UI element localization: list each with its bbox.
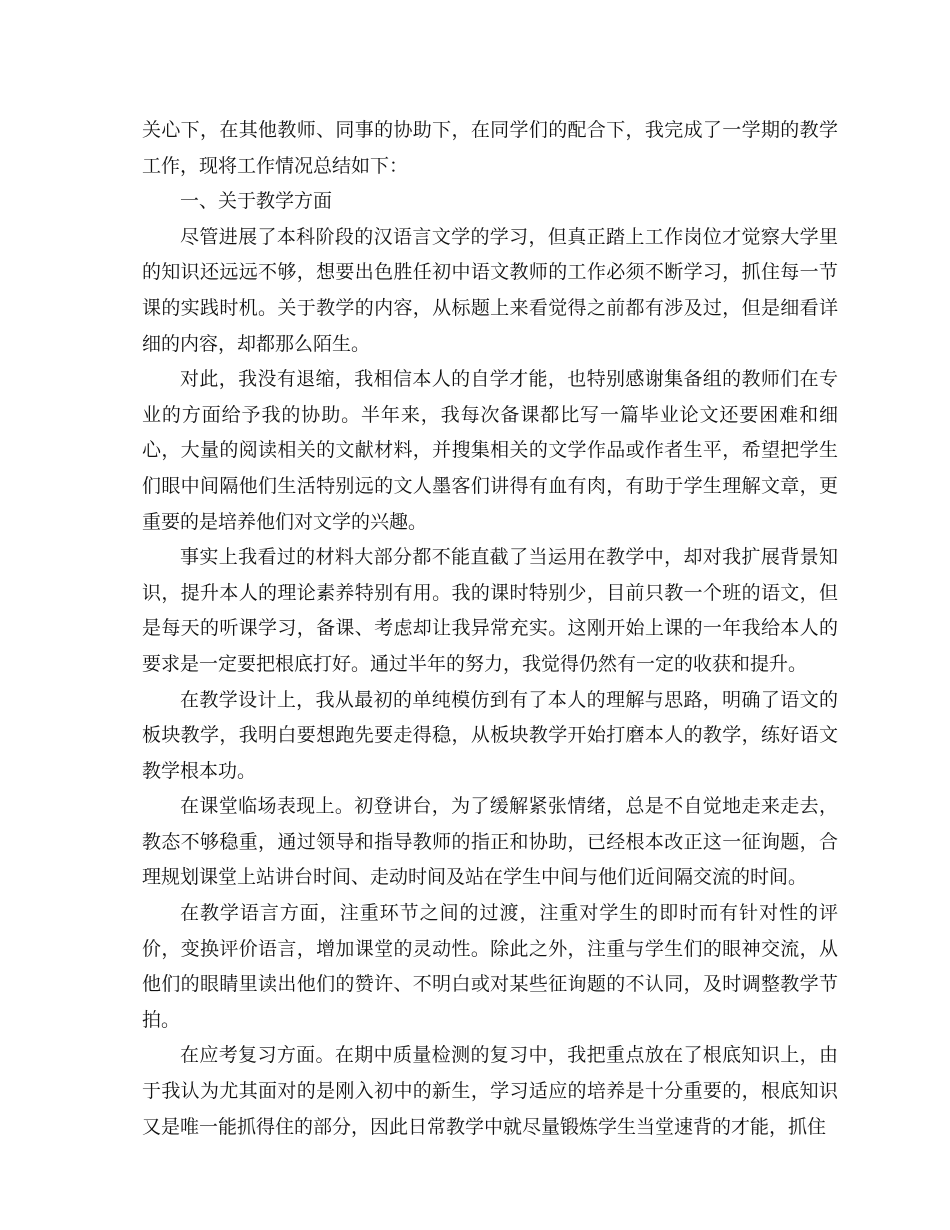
paragraph-exam-review: 在应考复习方面。在期中质量检测的复习中，我把重点放在了根底知识上，由于我认为尤其面对的是刚入初中的新生，学习适应的培养是十分重要的，根底知识又是唯一能抓得住的部分，因此日常教学中就尽量锻炼学生当堂速背的才能，抓住 <box>142 1044 838 1138</box>
paragraph-language: 在教学语言方面，注重环节之间的过渡，注重对学生的即时而有针对性的评价，变换评价语言，增加课堂的灵动性。除此之外，注重与学生们的眼神交流，从他们的眼睛里读出他们的赞许、不明白或对某些征询题的不认同，及时调整教学节拍。 <box>142 902 838 1031</box>
paragraph-design: 在教学设计上，我从最初的单纯模仿到有了本人的理解与思路，明确了语文的板块教学，我明白要想跑先要走得稳，从板块教学开始打磨本人的教学，练好语文教学根本功。 <box>142 688 838 782</box>
paragraph-intro: 关心下，在其他教师、同事的协助下，在同学们的配合下，我完成了一学期的教学工作，现将工作情况总结如下： <box>142 119 838 177</box>
section-heading-teaching: 一、关于教学方面 <box>180 190 333 213</box>
paragraph-study: 尽管进展了本科阶段的汉语言文学的学习，但真正踏上工作岗位才觉察大学里的知识还远远不够，想要出色胜任初中语文教师的工作必须不断学习，抓住每一节课的实践时机。关于教学的内容，从标题上来看觉得之前都有涉及过，但是细看详细的内容，却都那么陌生。 <box>142 225 838 355</box>
paragraph-self-learning: 对此，我没有退缩，我相信本人的自学才能，也特别感谢集备组的教师们在专业的方面给予我的协助。半年来，我每次备课都比写一篇毕业论文还要困难和细心，大量的阅读相关的文献材料，并搜集相关的文学作品或作者生平，希望把学生们眼中间隔他们生活特别远的文人墨客们讲得有血有肉，有助于学生理解文章，更重要的是培养他们对文学的兴趣。 <box>142 368 838 533</box>
paragraph-materials: 事实上我看过的材料大部分都不能直截了当运用在教学中，却对我扩展背景知识，提升本人的理论素养特别有用。我的课时特别少，目前只教一个班的语文，但是每天的听课学习，备课、考虑却让我异常充实。这刚开始上课的一年我给本人的要求是一定要把根底打好。通过半年的努力，我觉得仍然有一定的收获和提升。 <box>142 546 838 675</box>
paragraph-classroom: 在课堂临场表现上。初登讲台，为了缓解紧张情绪，总是不自觉地走来走去，教态不够稳重，通过领导和指导教师的指正和协助，已经根本改正这一征询题，合理规划课堂上站讲台时间、走动时间及站在学生中间与他们近间隔交流的时间。 <box>142 795 838 889</box>
